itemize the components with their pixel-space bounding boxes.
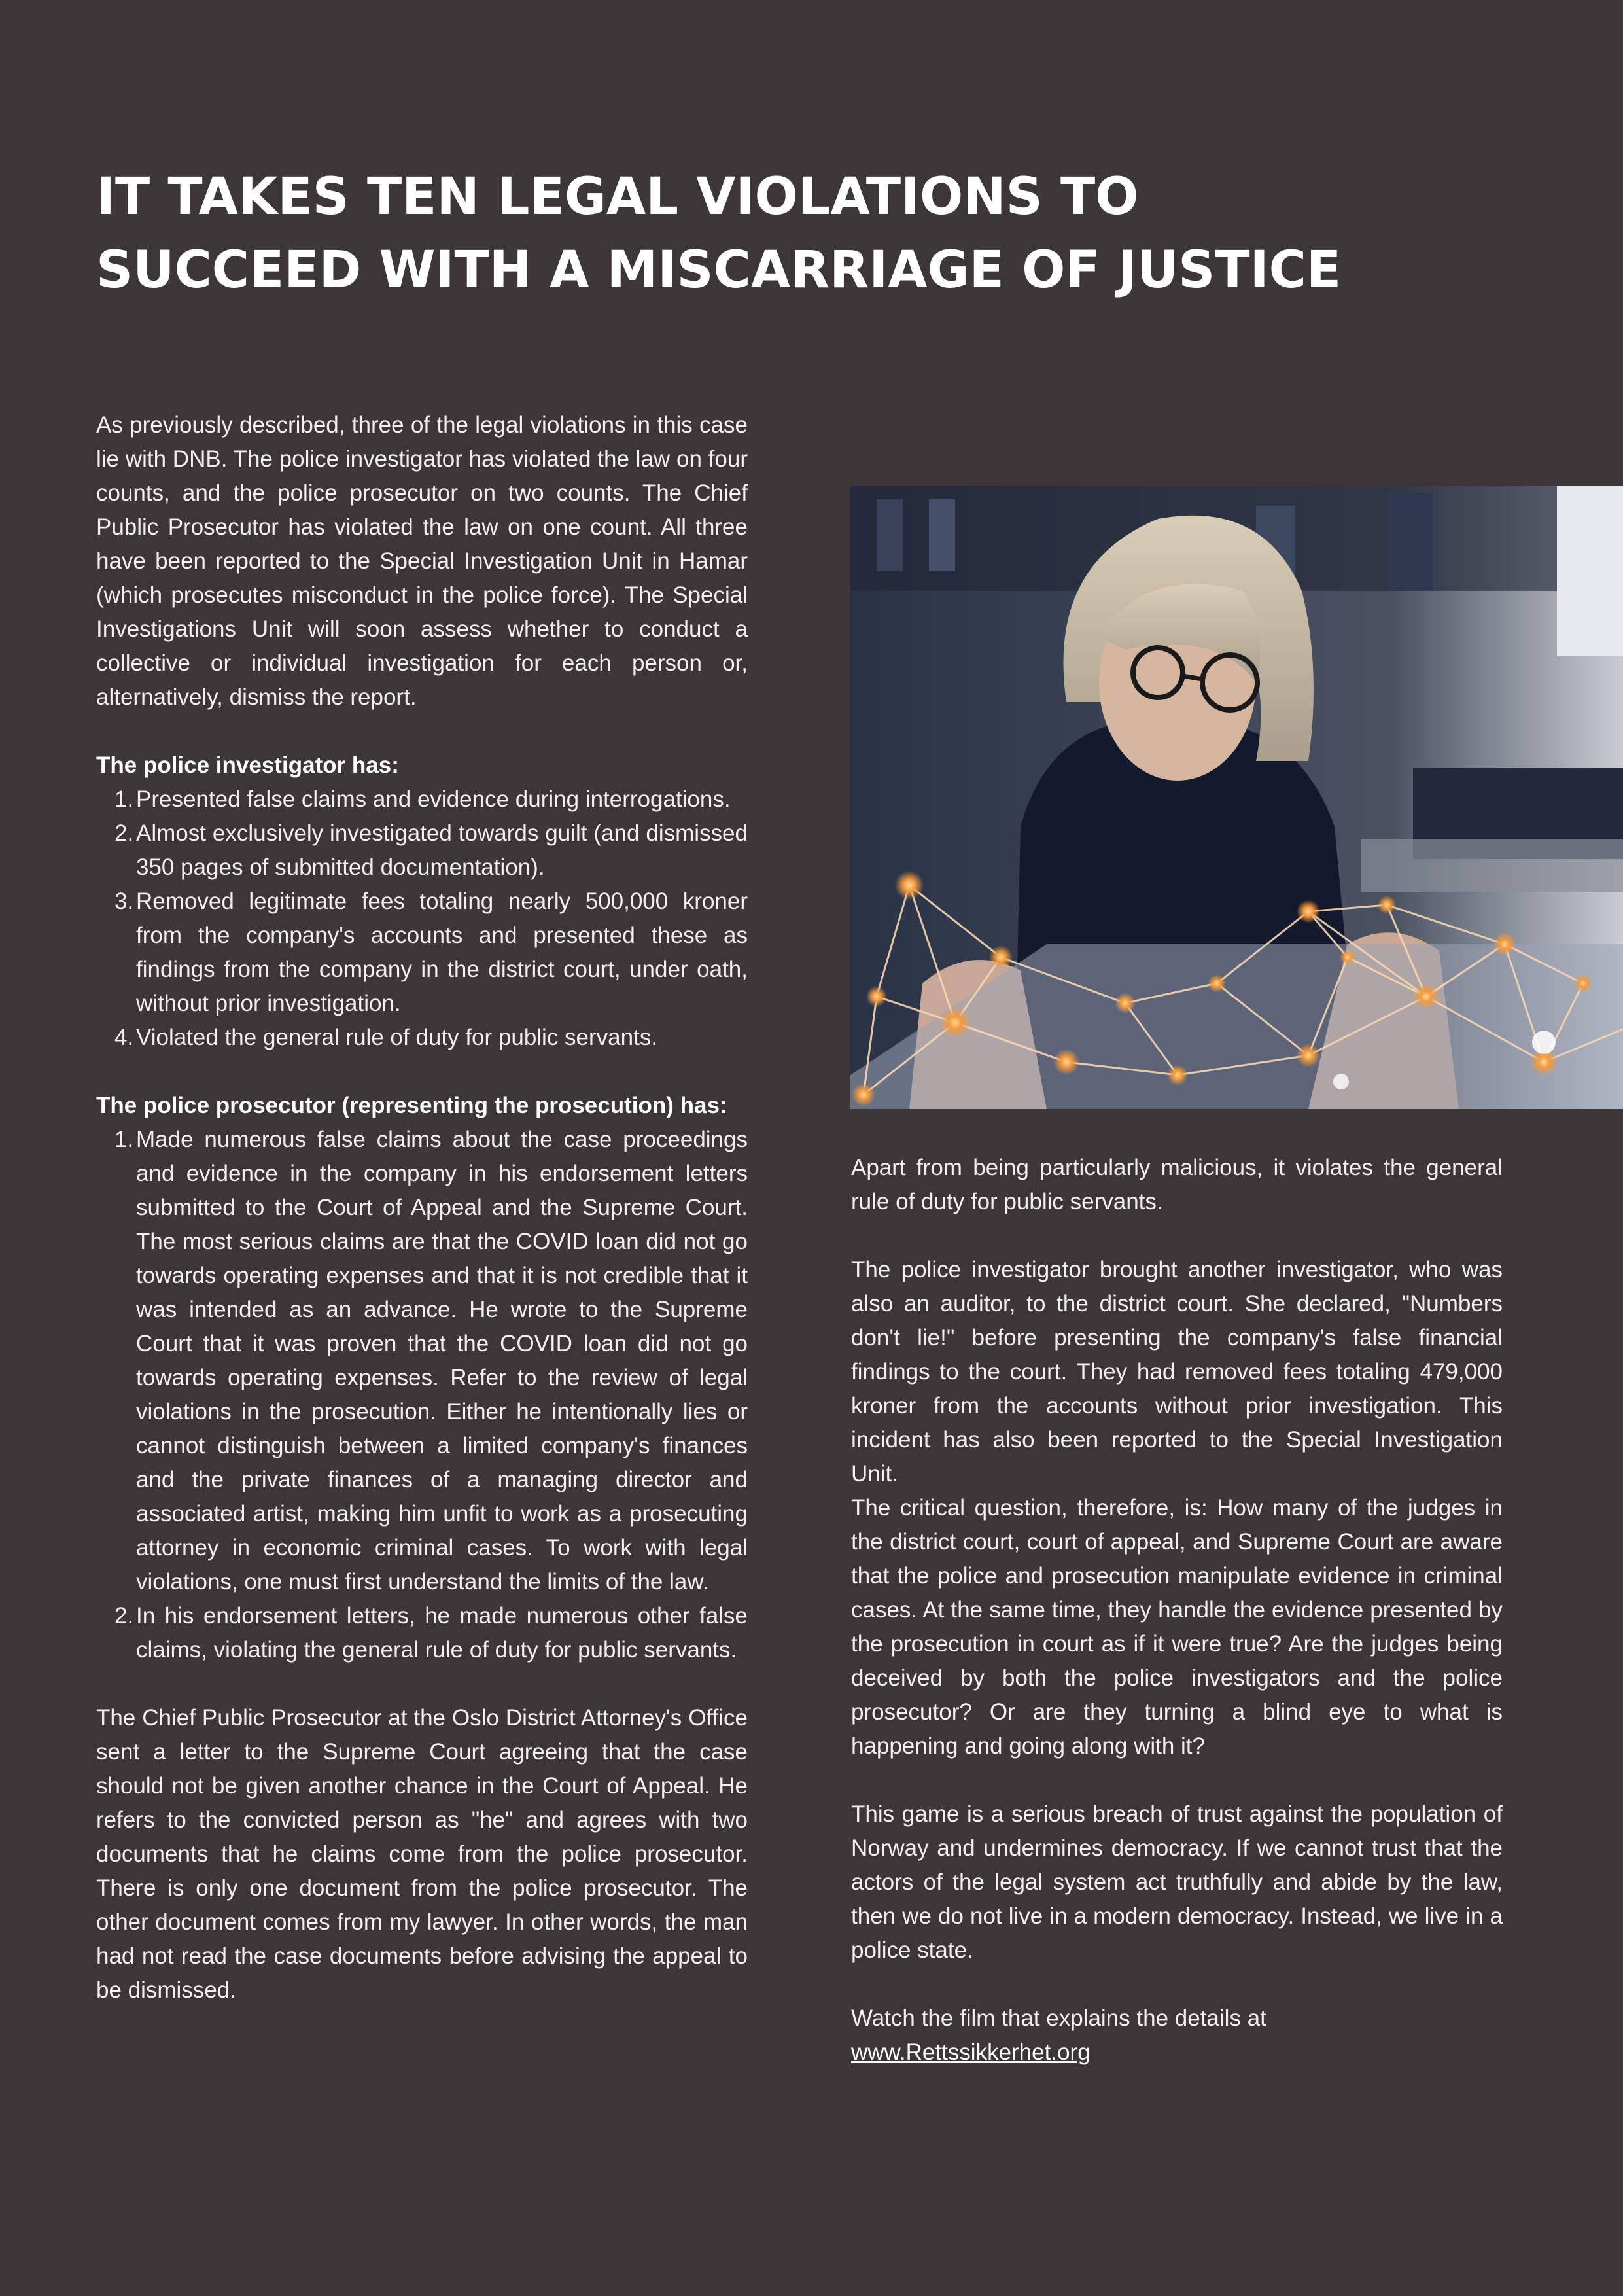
investigator-list bbox=[96, 783, 748, 1055]
list-item: 1. Presented false claims and evidence during interrogations. bbox=[114, 786, 731, 812]
intro-paragraph: As previously described, three of the legal violations in this case lie with DNB. The police investigator has violated the law on four counts, and the police prosecutor on two counts. The Chief Public Prosecutor has violated the law on one count. All three have been reported to the Special Investigation Unit in Hamar (which prosecutes misconduct in the police force). The Special Investigations Unit will soon assess whether to conduct a collective or individual investigation for each person or, alternatively, dismiss the report. bbox=[96, 412, 748, 710]
right-paragraph-1: Apart from being particularly malicious, it violates the general rule of duty for public servants. bbox=[851, 1155, 1503, 1214]
right-paragraph-3: The critical question, therefore, is: How many of the judges in the district court, court of appeal, and Supreme Court are aware that the police and prosecution manipulate evidence in criminal cases. At the same time, they handle the evidence presented by the prosecution in court as if it were true? Are the judges being deceived by both the police investigators and the police prosecutor? Or are they turning a blind eye to what is happening and going along with it? bbox=[851, 1495, 1503, 1759]
prosecutor-list bbox=[96, 1123, 748, 1667]
website-link[interactable]: www.Rettssikkerhet.org bbox=[851, 2040, 1091, 2065]
prosecutor-heading: The police prosecutor (representing the prosecution) has: bbox=[96, 1093, 727, 1118]
left-column bbox=[96, 408, 748, 2007]
list-item: 3. Removed legitimate fees totaling nearly 500,000 kroner from the company's accounts and presented these as findings from the company in the district court, under oath, without prior investigation. bbox=[114, 889, 748, 1016]
right-column bbox=[851, 1151, 1503, 2070]
title-line-1: IT TAKES TEN LEGAL VIOLATIONS TO bbox=[96, 168, 1139, 226]
right-paragraph-2: The police investigator brought another investigator, who was also an auditor, to the district court. She declared, "Numbers don't lie!" before presenting the company's false financial findings to the court. They had removed fees totaling 479,000 kroner from the accounts without prior investigation. This incident has also been reported to the Special Investigation Unit. bbox=[851, 1257, 1503, 1487]
list-item: 4. Violated the general rule of duty for public servants. bbox=[114, 1025, 658, 1050]
list-item: 1. Made numerous false claims about the case proceedings and evidence in the company in his endorsement letters submitted to the Court of Appeal and the Supreme Court. The most serious claims are that the COVID loan did not go towards operating expenses and that it is not credible that it was intended as an advance. He wrote to the Supreme Court that it was proven that the COVID loan did not go towards operating expenses. Refer to the review of legal violations in the prosecution. Either he intentionally lies or cannot distinguish between a limited company's finances and the private finances of a managing director and associated artist, making him unfit to work as a prosecuting attorney in economic criminal cases. To work with legal violations, one must first understand the limits of the law. bbox=[114, 1127, 748, 1595]
list-item: 2. In his endorsement letters, he made numerous other false claims, violating the general rule of duty for public servants. bbox=[114, 1603, 748, 1663]
watch-film-text: Watch the film that explains the details at bbox=[851, 2005, 1266, 2031]
woman-with-network-illustration bbox=[850, 486, 1623, 1109]
chief-prosecutor-paragraph: The Chief Public Prosecutor at the Oslo District Attorney's Office sent a letter to the Supreme Court agreeing that the case should not be given another chance in the Court of Appeal. He refers to the convicted person as "he" and agrees with two documents that he claims come from the police prosecutor. There is only one document from the police prosecutor. The other document comes from my lawyer. In other words, the man had not read the case documents before advising the appeal to be dismissed. bbox=[96, 1705, 748, 2003]
right-paragraph-5 bbox=[851, 2002, 1503, 2070]
list-item: 2. Almost exclusively investigated towards guilt (and dismissed 350 pages of submitted documentation). bbox=[114, 821, 748, 880]
page-title bbox=[96, 160, 1535, 307]
right-paragraph-4: This game is a serious breach of trust against the population of Norway and undermines democracy. If we cannot trust that the actors of the legal system act truthfully and abide by the law, then we do not live in a modern democracy. Instead, we live in a police state. bbox=[851, 1801, 1503, 1963]
investigator-heading: The police investigator has: bbox=[96, 752, 399, 778]
article-photo bbox=[850, 486, 1623, 1109]
title-line-2: SUCCEED WITH A MISCARRIAGE OF JUSTICE bbox=[96, 241, 1342, 300]
